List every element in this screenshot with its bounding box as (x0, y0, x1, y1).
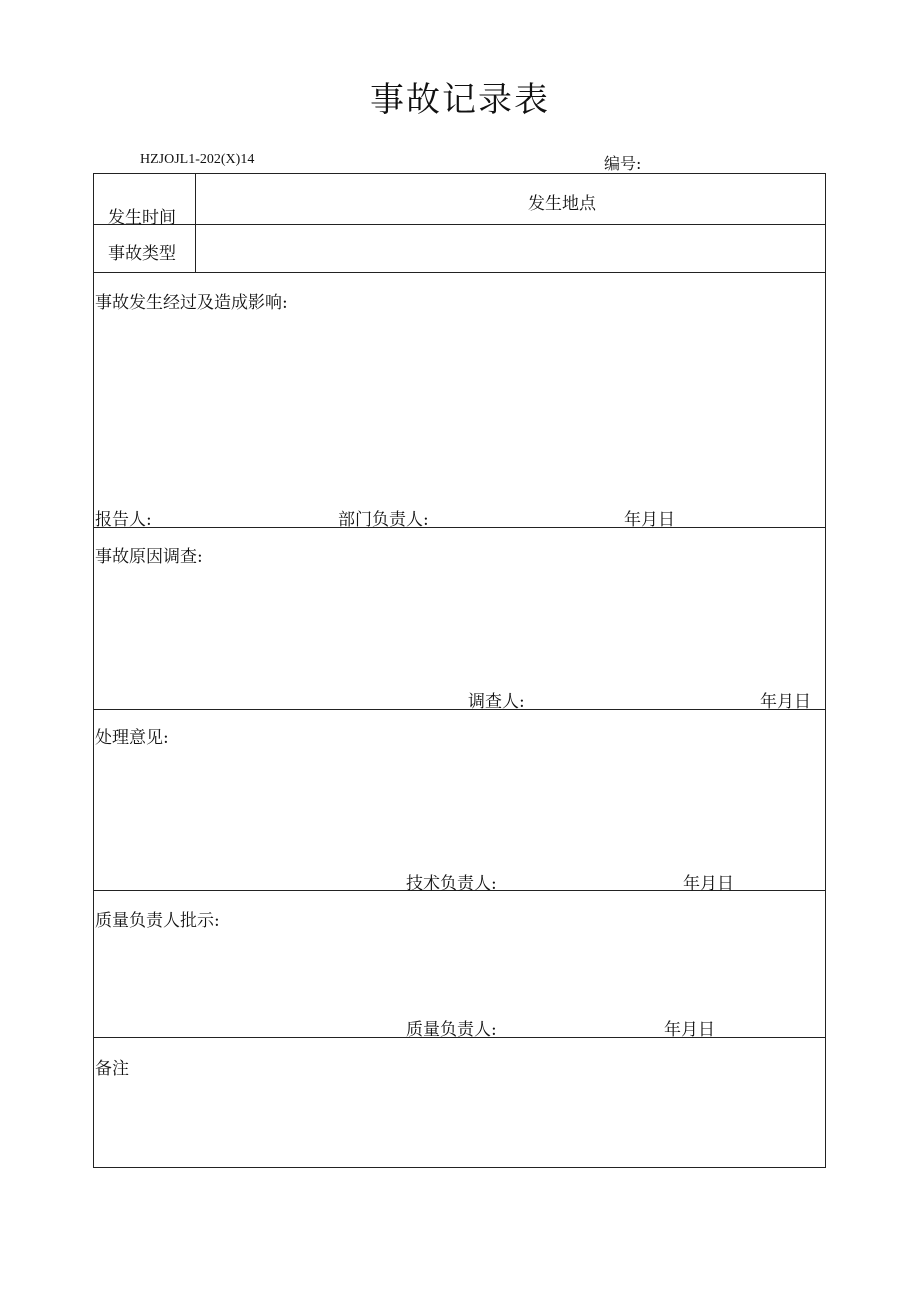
page-title: 事故记录表 (370, 80, 550, 120)
process-heading: 事故发生经过及造成影响: (95, 293, 288, 313)
occur-time-label: 发生时间 (108, 208, 176, 228)
cause-heading: 事故原因调查: (95, 547, 203, 567)
tech-head-label: 技术负责人: (406, 874, 497, 894)
row-divider (94, 527, 825, 528)
reporter-label: 报告人: (95, 510, 152, 530)
remarks-heading: 备注 (95, 1059, 129, 1079)
process-date-label: 年月日 (624, 510, 675, 530)
row-divider (94, 272, 825, 273)
investigator-label: 调查人: (468, 692, 525, 712)
cause-date-label: 年月日 (760, 692, 811, 712)
serial-number-label: 编号: (604, 154, 642, 173)
row-divider (94, 709, 825, 710)
quality-date-label: 年月日 (664, 1020, 715, 1040)
accident-type-label: 事故类型 (108, 244, 176, 264)
handling-heading: 处理意见: (95, 728, 169, 748)
quality-heading: 质量负责人批示: (95, 911, 220, 931)
dept-head-label: 部门负责人: (338, 510, 429, 530)
occur-place-label: 发生地点 (528, 194, 596, 214)
row-divider (94, 224, 825, 225)
handling-date-label: 年月日 (683, 874, 734, 894)
accident-record-form (93, 173, 826, 1168)
column-divider (195, 174, 196, 273)
form-code: HZJOJL1-202(X)14 (140, 152, 255, 167)
quality-head-label: 质量负责人: (406, 1020, 497, 1040)
